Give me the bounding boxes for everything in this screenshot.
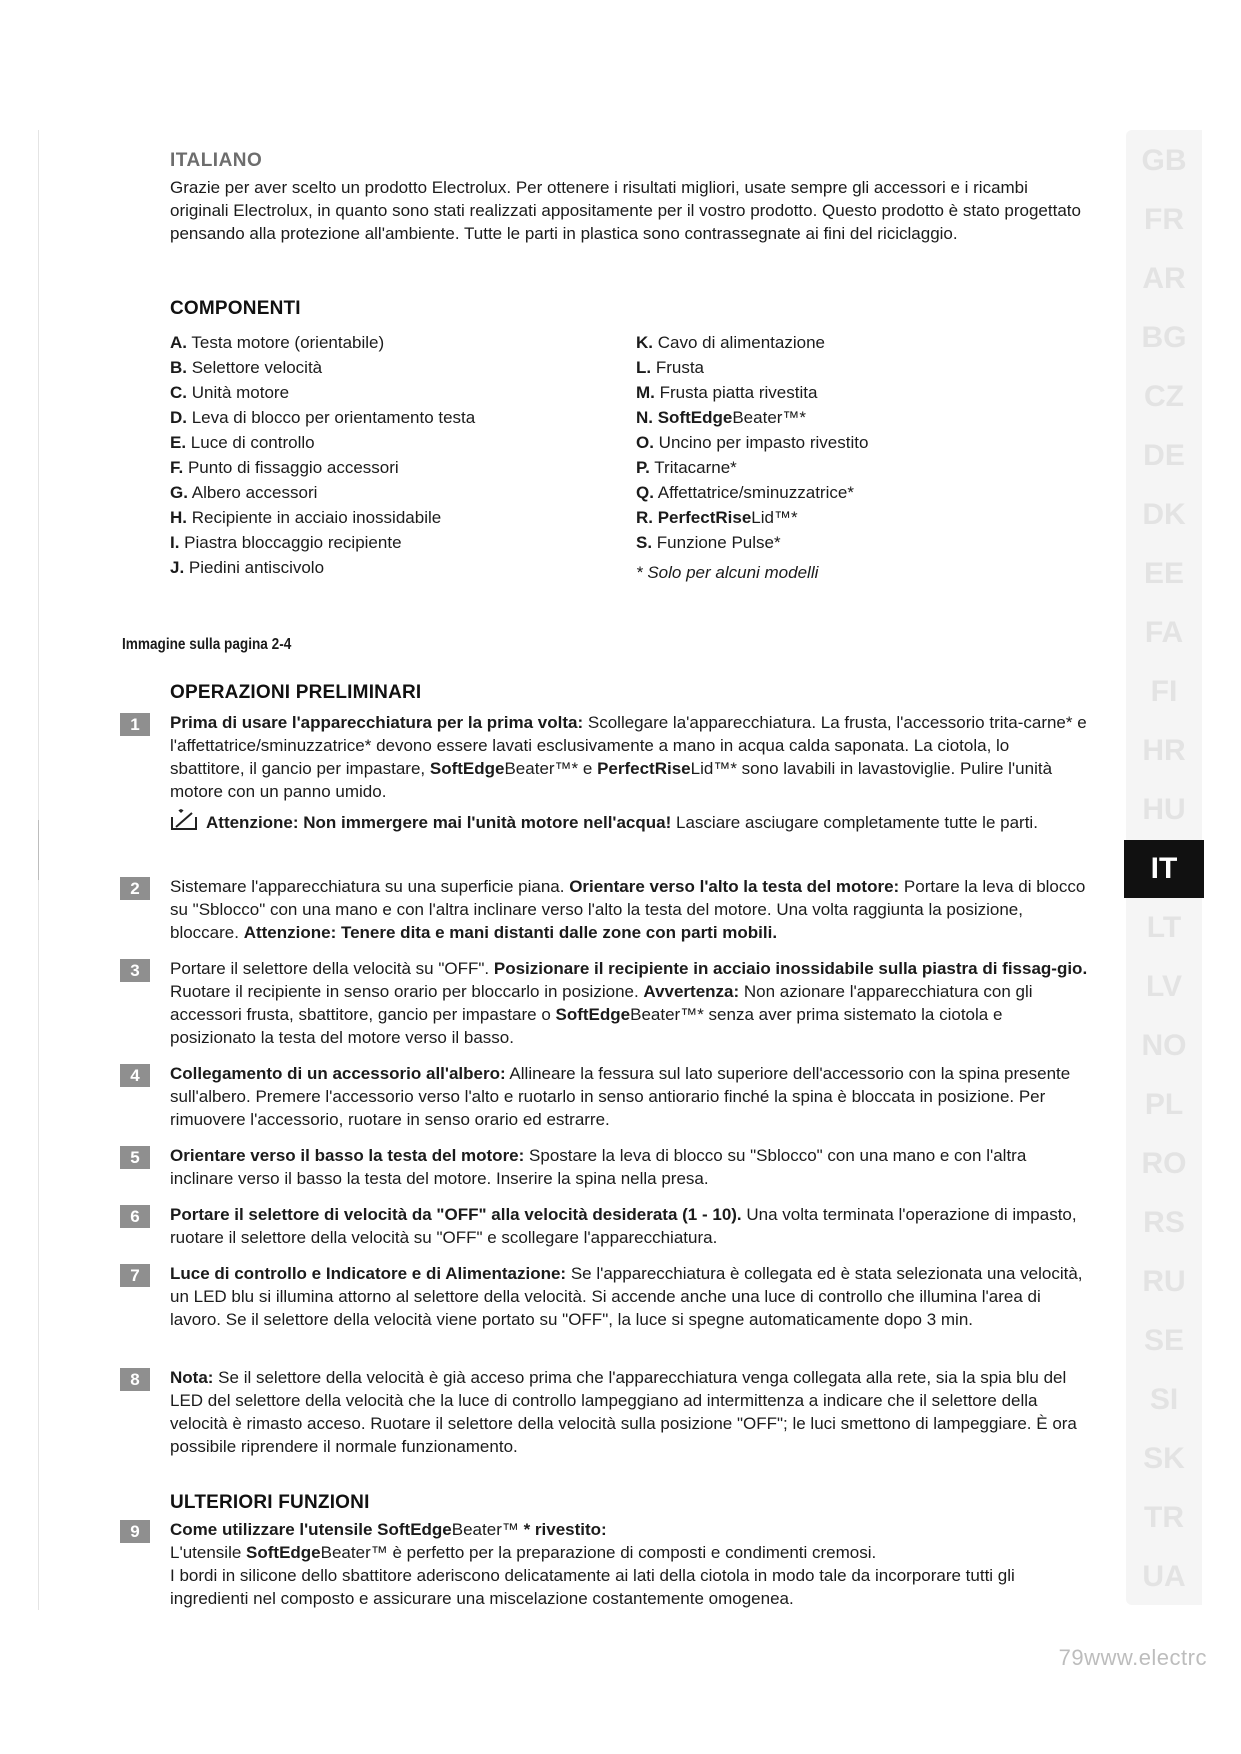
tab-ee[interactable]: EE bbox=[1143, 557, 1185, 590]
list-item: Q. Affettatrice/sminuzzatrice* bbox=[636, 483, 854, 502]
step-6: 6 Portare il selettore di velocità da "OFF" alla velocità desiderata (1 - 10). Una volta terminata l'operazione di impasto, ruotare il selettore della velocità su "OFF" e scollegare l'apparecchiatura. bbox=[170, 1203, 1088, 1249]
tab-tr[interactable]: TR bbox=[1144, 1501, 1184, 1534]
list-item: J. Piedini antiscivolo bbox=[170, 558, 325, 577]
components-section bbox=[170, 298, 1088, 582]
list-item: D. Leva di blocco per orientamento testa bbox=[170, 408, 476, 427]
no-immerse-icon bbox=[170, 809, 198, 831]
tab-lv[interactable]: LV bbox=[1145, 970, 1183, 1003]
step-5: 5 Orientare verso il basso la testa del motore: Spostare la leva di blocco su "Sblocco" con una mano e con l'altra inclinare verso il basso la testa del motore. Inserire la spina nella presa. bbox=[170, 1144, 1088, 1190]
tab-it[interactable]: IT bbox=[1124, 840, 1204, 898]
list-item: P. Tritacarne* bbox=[636, 458, 737, 477]
step-3: 3 Portare il selettore della velocità su "OFF". Posizionare il recipiente in acciaio inossidabile sulla piastra di fissag-gio. Ruotare il recipiente in senso orario per bloccarlo in posizione. Avvertenza: Non azionare l'apparecchiatura con gli accessori frusta, sbattitore, gancio per impastare o SoftEdgeBeater™* senza aver prima sistemato la ciotola e posizionato la testa del motore verso il basso. bbox=[170, 957, 1088, 1049]
image-reference: Immagine sulla pagina 2-4 bbox=[122, 636, 292, 653]
step-number: 7 bbox=[120, 1264, 150, 1287]
components-list-left bbox=[170, 330, 475, 580]
list-item: N. SoftEdgeBeater™* bbox=[636, 408, 807, 427]
list-item: F. Punto di fissaggio accessori bbox=[170, 458, 399, 477]
tab-pl[interactable]: PL bbox=[1144, 1088, 1184, 1121]
tab-fi[interactable]: FI bbox=[1150, 675, 1178, 708]
list-item: K. Cavo di alimentazione bbox=[636, 333, 825, 352]
tab-se[interactable]: SE bbox=[1143, 1324, 1185, 1357]
list-item: H. Recipiente in acciaio inossidabile bbox=[170, 508, 442, 527]
tab-ro[interactable]: RO bbox=[1141, 1147, 1187, 1180]
language-tabs bbox=[1126, 130, 1202, 1605]
tab-si[interactable]: SI bbox=[1149, 1383, 1179, 1416]
list-item: E. Luce di controllo bbox=[170, 433, 315, 452]
list-item: O. Uncino per impasto rivestito bbox=[636, 433, 869, 452]
tab-hu[interactable]: HU bbox=[1142, 793, 1186, 826]
step-number: 4 bbox=[120, 1064, 150, 1087]
step-number: 9 bbox=[120, 1520, 150, 1543]
tab-ua[interactable]: UA bbox=[1142, 1560, 1186, 1593]
tab-bg[interactable]: BG bbox=[1141, 321, 1187, 354]
list-item: G. Albero accessori bbox=[170, 483, 318, 502]
step-number: 3 bbox=[120, 959, 150, 982]
tab-rs[interactable]: RS bbox=[1143, 1206, 1185, 1239]
step-number: 8 bbox=[120, 1368, 150, 1391]
tab-hr[interactable]: HR bbox=[1142, 734, 1186, 767]
language-title: ITALIANO bbox=[170, 150, 263, 171]
step-number: 1 bbox=[120, 713, 150, 736]
step-7: 7 Luce di controllo e Indicatore e di Alimentazione: Se l'apparecchiatura è collegata ed è stata selezionata una velocità, un LED blu si illumina attorno al selettore della velocità. Si accende anche una luce di controllo che illumina l'area di lavoro. Se il selettore della velocità viene portato su "OFF", la luce si spegne automaticamente dopo 3 min. bbox=[170, 1262, 1088, 1331]
further-heading: ULTERIORI FUNZIONI bbox=[170, 1492, 370, 1513]
list-item: A. Testa motore (orientabile) bbox=[170, 333, 385, 352]
list-item: I. Piastra bloccaggio recipiente bbox=[170, 533, 402, 552]
operations-section bbox=[130, 682, 1088, 1608]
tab-dk[interactable]: DK bbox=[1142, 498, 1186, 531]
tab-ru[interactable]: RU bbox=[1142, 1265, 1186, 1298]
list-item: S. Funzione Pulse* bbox=[636, 533, 781, 552]
step-8: 8 Nota: Se il selettore della velocità è già acceso prima che l'apparecchiatura venga collegata alla rete, sia la spia blu del LED del selettore della velocità che la luce di controllo lampeggiano ad intermittenza a indicare che il selettore della velocità è rimasto acceso. Ruotare il selettore della velocità sulla posizione "OFF"; le luci smettono di lampeggiare. È ora possibile riprendere il normale funzionamento. bbox=[170, 1366, 1088, 1458]
page-margin-mark bbox=[38, 820, 39, 880]
step-9: 9 Come utilizzare l'utensile SoftEdgeBeater™ * rivestito: L'utensile SoftEdgeBeater™ è perfetto per la preparazione di composti e condimenti cremosi. I bordi in silicone dello sbattitore aderiscono delicatamente ai lati della ciotola in modo tale da incorporare tutti gli ingredienti nel composto e assicurare una miscelazione costantemente omogenea. bbox=[170, 1518, 1088, 1610]
intro-text: Grazie per aver scelto un prodotto Electrolux. Per ottenere i risultati migliori, usate sempre gli accessori e i ricambi originali Electrolux, in quanto sono stati realizzati appositamente per il vostro prodotto. Questo prodotto è stato progettato pensando alla protezione all'ambiente. Tutte le parti in plastica sono contrassegnate ai fini del riciclaggio. bbox=[170, 178, 1081, 243]
tab-fa[interactable]: FA bbox=[1144, 616, 1184, 649]
tab-cz[interactable]: CZ bbox=[1144, 380, 1184, 413]
list-item: M. Frusta piatta rivestita bbox=[636, 383, 818, 402]
list-item: R. PerfectRiseLid™* bbox=[636, 508, 798, 527]
components-heading: COMPONENTI bbox=[170, 298, 301, 319]
step-number: 6 bbox=[120, 1205, 150, 1228]
list-item: C. Unità motore bbox=[170, 383, 290, 402]
page-footer: 79www.electrc bbox=[1058, 1645, 1207, 1670]
tab-ar[interactable]: AR bbox=[1142, 262, 1186, 295]
step-number: 2 bbox=[120, 877, 150, 900]
step-number: 5 bbox=[120, 1146, 150, 1169]
components-list-right bbox=[636, 330, 868, 583]
intro-section bbox=[170, 150, 1088, 245]
models-note: * Solo per alcuni modelli bbox=[636, 563, 819, 582]
step-1: 1 Prima di usare l'apparecchiatura per la prima volta: Scollegare la'apparecchiatura. La frusta, l'accessorio trita-carne* e l'affettatrice/sminuzzatrice* devono essere lavati esclusivamente a mano in acqua calda saponata. La ciotola, lo sbattitore, il gancio per impastare, SoftEdgeBeater™* e PerfectRiseLid™* sono lavabili in lavastoviglie. Pulire l'unità motore con un panno umido. Attenzione: Non immergere mai l'unità motore nell'acqua! Lasciare asciugare completamente tutte le parti. bbox=[170, 711, 1088, 834]
step-2: 2 Sistemare l'apparecchiatura su una superficie piana. Orientare verso l'alto la testa del motore: Portare la leva di blocco su "Sblocco" con una mano e con l'altra inclinare verso l'alto la testa del motore. Una volta raggiunta la posizione, bloccare. Attenzione: Tenere dita e mani distanti dalle zone con parti mobili. bbox=[170, 875, 1088, 944]
tab-no[interactable]: NO bbox=[1141, 1029, 1187, 1062]
tab-de[interactable]: DE bbox=[1143, 439, 1185, 472]
list-item: B. Selettore velocità bbox=[170, 358, 323, 377]
tab-lt[interactable]: LT bbox=[1146, 911, 1182, 944]
step-4: 4 Collegamento di un accessorio all'albero: Allineare la fessura sul lato superiore dell'accessorio con la spina presente sull'albero. Premere l'accessorio verso l'alto e ruotarlo in senso antiorario finché la spina è bloccata in posizione. Per rimuovere l'accessorio, ruotare in senso orario ed estrarre. bbox=[170, 1062, 1088, 1131]
operations-heading: OPERAZIONI PRELIMINARI bbox=[170, 682, 422, 703]
tab-fr[interactable]: FR bbox=[1144, 203, 1184, 236]
tab-sk[interactable]: SK bbox=[1143, 1442, 1185, 1475]
list-item: L. Frusta bbox=[636, 358, 705, 377]
tab-gb[interactable]: GB bbox=[1141, 144, 1187, 177]
